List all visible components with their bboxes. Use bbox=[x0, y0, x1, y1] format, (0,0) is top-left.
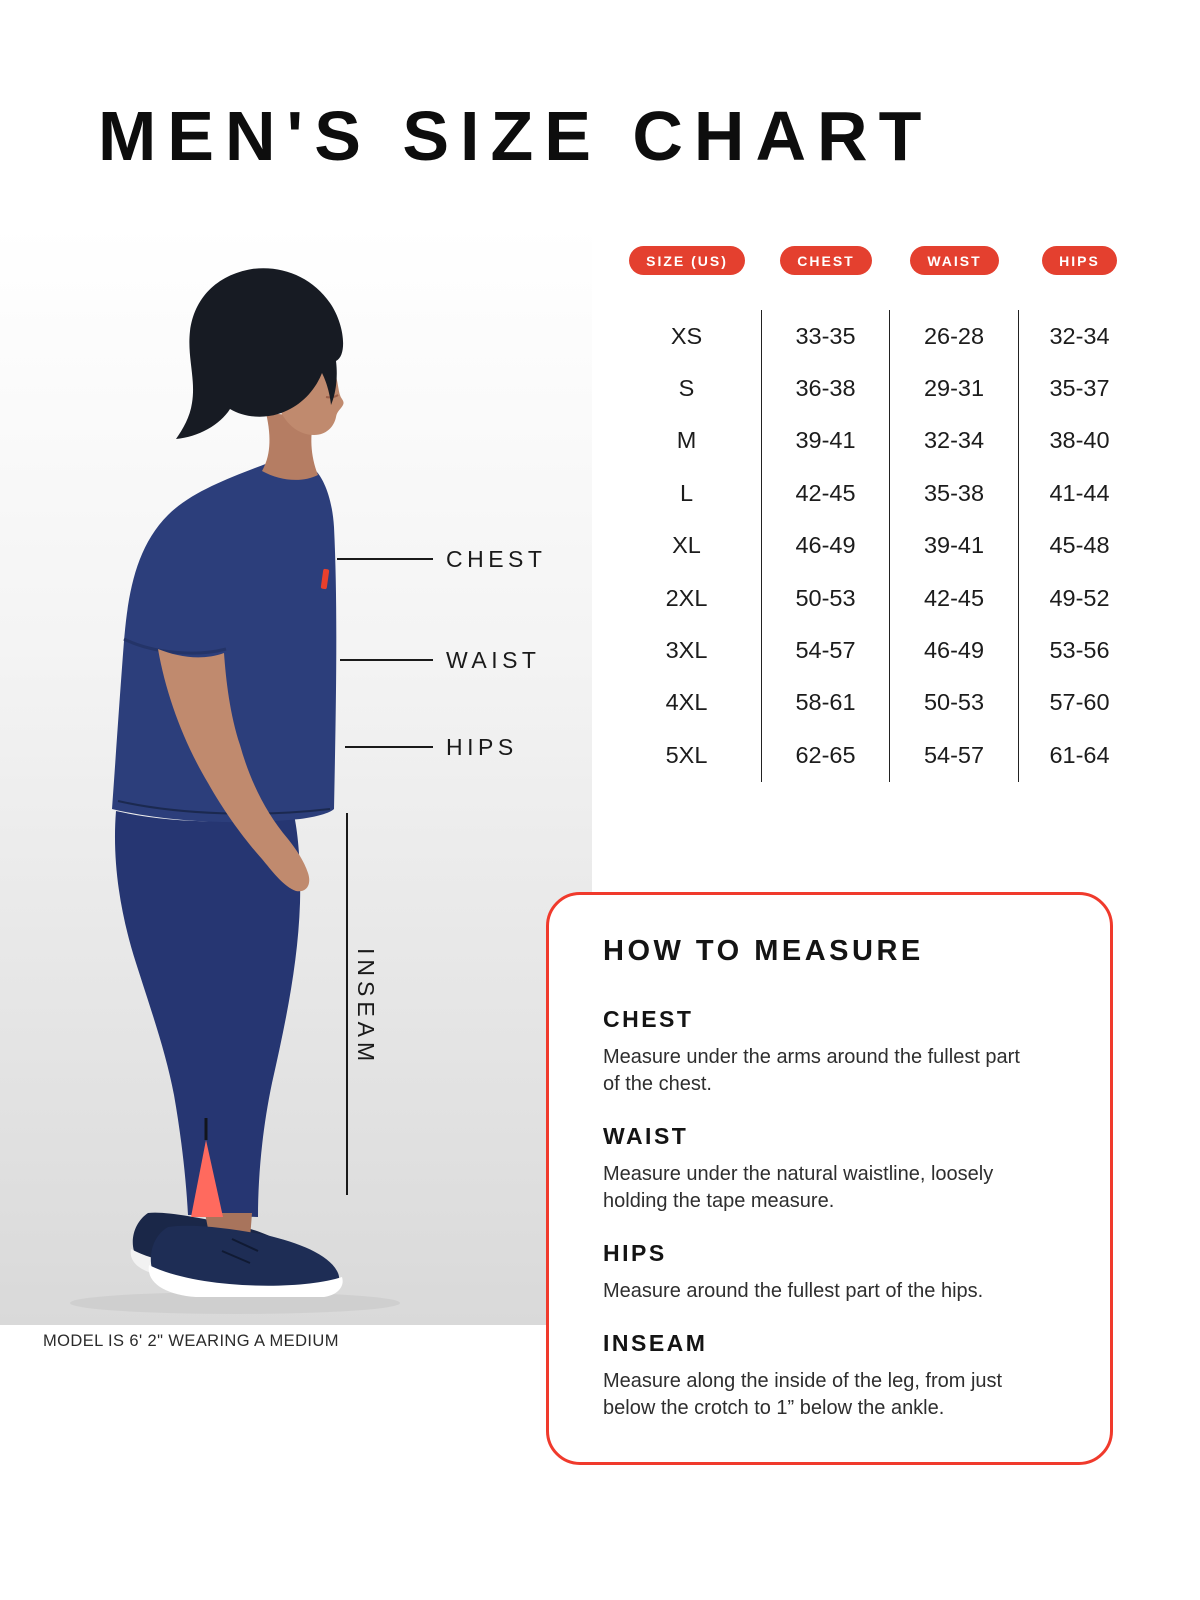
model-photo-panel bbox=[0, 225, 592, 1325]
waist-cell: 50-53 bbox=[890, 677, 1019, 729]
waist-cell: 29-31 bbox=[890, 362, 1019, 414]
hips-cell: 32-34 bbox=[1049, 322, 1110, 349]
chest-cell: 46-49 bbox=[762, 520, 890, 572]
size-table-header bbox=[612, 246, 1140, 276]
column-header-chest bbox=[762, 246, 890, 276]
hips-cell: 49-52 bbox=[1049, 584, 1110, 611]
chest-cell: 50-53 bbox=[762, 572, 890, 624]
waist-cell: 35-38 bbox=[890, 467, 1019, 519]
hips-cell: 41-44 bbox=[1049, 479, 1110, 506]
waist-pill: WAIST bbox=[910, 246, 998, 275]
waist-pointer bbox=[340, 647, 540, 673]
measure-section-hips bbox=[603, 1240, 1074, 1305]
hips-cell: 38-40 bbox=[1049, 427, 1110, 454]
measure-heading-chest: CHEST bbox=[603, 1006, 694, 1032]
chest-cell: 54-57 bbox=[762, 624, 890, 676]
hips-cell: 61-64 bbox=[1049, 741, 1110, 768]
hips-cell: 57-60 bbox=[1049, 689, 1110, 716]
hips-cell: 53-56 bbox=[1049, 637, 1110, 664]
waist-cell: 54-57 bbox=[890, 729, 1019, 781]
chest-cell: 36-38 bbox=[762, 362, 890, 414]
chest-cell: 33-35 bbox=[762, 310, 890, 362]
waist-cell: 32-34 bbox=[890, 415, 1019, 467]
measure-section-inseam bbox=[603, 1330, 1074, 1422]
measure-body-inseam: Measure along the inside of the leg, from just below the crotch to 1” below the ankle. bbox=[603, 1370, 1003, 1419]
size-cell: M bbox=[612, 415, 762, 467]
size-cell: XL bbox=[612, 520, 762, 572]
size-cell: XS bbox=[612, 310, 762, 362]
measure-heading-waist: WAIST bbox=[603, 1123, 689, 1149]
inseam-pointer-line bbox=[346, 813, 348, 1195]
size-cell: 2XL bbox=[612, 572, 762, 624]
hips-cell: 45-48 bbox=[1049, 532, 1110, 559]
size-cell: 3XL bbox=[612, 624, 762, 676]
size-cell: 5XL bbox=[612, 729, 762, 781]
waist-cell: 39-41 bbox=[890, 520, 1019, 572]
chest-cell: 42-45 bbox=[762, 467, 890, 519]
waist-pointer-line bbox=[340, 659, 433, 661]
size-us-pill: SIZE (US) bbox=[629, 246, 745, 275]
chest-cell: 39-41 bbox=[762, 415, 890, 467]
how-to-measure-title: HOW TO MEASURE bbox=[603, 935, 924, 967]
model-illustration bbox=[0, 225, 592, 1325]
measure-section-chest bbox=[603, 1006, 1074, 1098]
size-cell: S bbox=[612, 362, 762, 414]
waist-pointer-label: WAIST bbox=[446, 646, 541, 673]
how-to-measure-box bbox=[546, 892, 1113, 1465]
waist-cell: 42-45 bbox=[890, 572, 1019, 624]
chest-pointer bbox=[337, 546, 546, 572]
waist-cell: 46-49 bbox=[890, 624, 1019, 676]
measure-body-waist: Measure under the natural waistline, loosely holding the tape measure. bbox=[603, 1163, 994, 1212]
page-title: MEN'S SIZE CHART bbox=[98, 97, 933, 175]
measure-body-chest: Measure under the arms around the fullest part of the chest. bbox=[603, 1046, 1020, 1095]
size-table-body bbox=[612, 310, 1140, 782]
hips-cell: 35-37 bbox=[1049, 375, 1110, 402]
hips-pointer-line bbox=[345, 746, 433, 748]
chest-cell: 58-61 bbox=[762, 677, 890, 729]
measure-heading-inseam: INSEAM bbox=[603, 1330, 708, 1356]
waist-cell: 26-28 bbox=[890, 310, 1019, 362]
hips-pointer bbox=[345, 734, 518, 760]
chest-pointer-line bbox=[337, 558, 433, 560]
chest-pill: CHEST bbox=[780, 246, 871, 275]
chest-cell: 62-65 bbox=[762, 729, 890, 781]
measure-heading-hips: HIPS bbox=[603, 1240, 667, 1266]
column-header-hips bbox=[1019, 246, 1140, 276]
size-cell: L bbox=[612, 467, 762, 519]
measure-section-waist bbox=[603, 1123, 1074, 1215]
hips-pill: HIPS bbox=[1042, 246, 1117, 275]
inseam-pointer-label: INSEAM bbox=[353, 948, 379, 1067]
column-header-size bbox=[612, 246, 762, 276]
size-cell: 4XL bbox=[612, 677, 762, 729]
hips-pointer-label: HIPS bbox=[446, 733, 518, 760]
column-header-waist bbox=[890, 246, 1019, 276]
chest-pointer-label: CHEST bbox=[446, 545, 547, 572]
size-table bbox=[612, 246, 1140, 768]
measure-body-hips: Measure around the fullest part of the hips. bbox=[603, 1280, 984, 1302]
model-caption: MODEL IS 6' 2" WEARING A MEDIUM bbox=[43, 1332, 339, 1350]
